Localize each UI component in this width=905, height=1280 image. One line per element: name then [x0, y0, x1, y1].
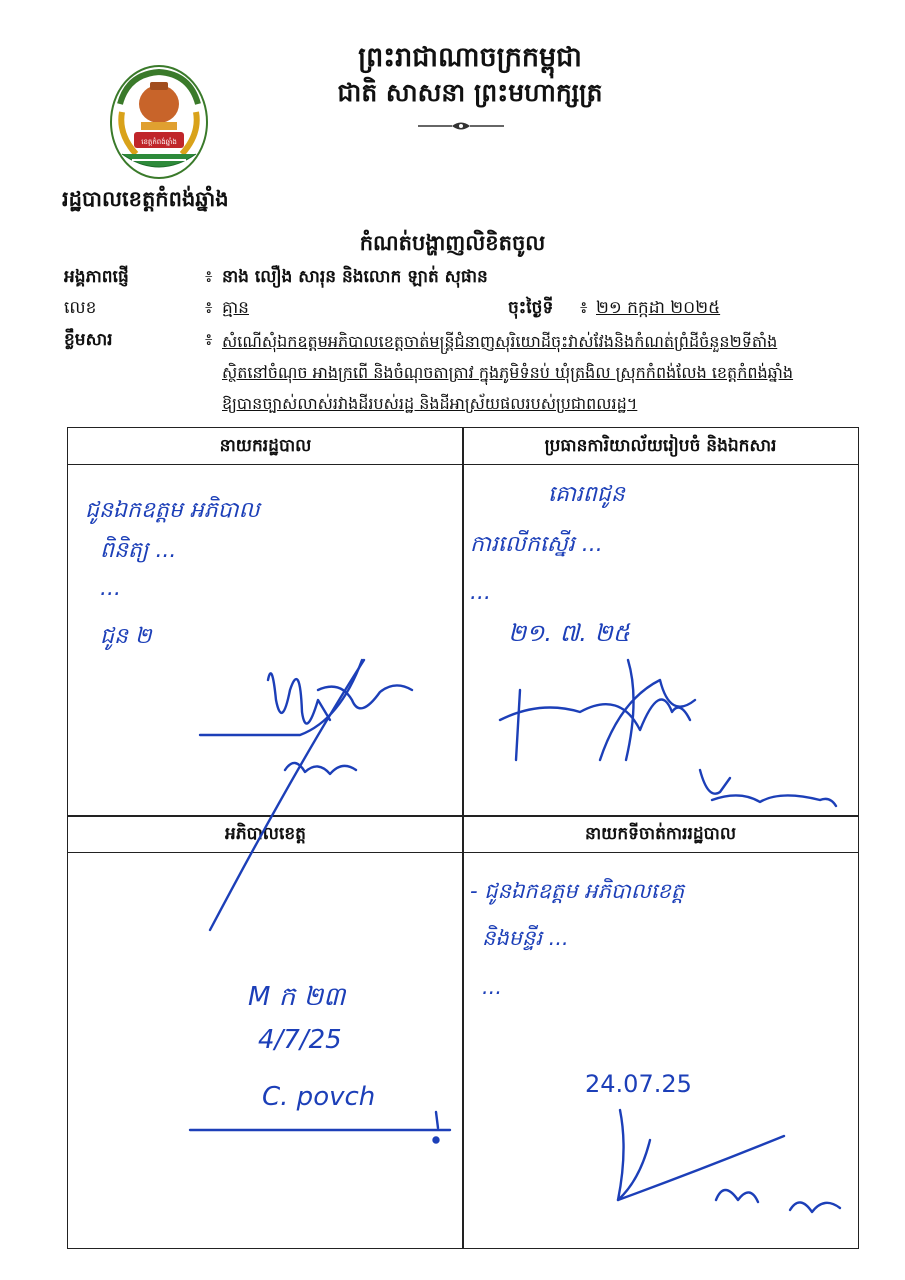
office-note-line: ... — [470, 580, 491, 605]
date-label: ចុះថ្ងៃទី — [508, 298, 554, 318]
governor-note-line: 4/7/25 — [258, 1025, 342, 1055]
subject-line: សំណើសុំឯកឧត្តមអភិបាលខេត្តចាត់មន្ត្រីជំនាញសុរិយោដីចុះវាស់វែងនិងកំណត់ព្រំដីចំនួន២ទីតាំង — [222, 332, 778, 351]
director-note-line: ជូន ២ — [100, 624, 152, 649]
number-value: គ្មាន — [222, 298, 249, 318]
governor-note-line: C. povch — [262, 1082, 376, 1112]
governor-heading: អភិបាលខេត្ត — [67, 815, 464, 853]
date-value: ២១ កក្កដា ២០២៥ — [596, 298, 721, 318]
admin-dept-heading: នាយកទីចាត់ការរដ្ឋបាល — [462, 815, 859, 853]
number-colon: ៖ — [205, 298, 213, 318]
divider-ornament-icon — [416, 118, 506, 132]
sender-label: អង្គភាពផ្ញើ — [64, 267, 129, 287]
date-colon: ៖ — [580, 298, 588, 318]
administration-name: រដ្ឋបាលខេត្តកំពង់ឆ្នាំង — [62, 187, 229, 211]
subject-colon: ៖ — [205, 330, 213, 350]
office-note-date: ២១. ៧. ២៥ — [508, 619, 630, 647]
director-heading: នាយករដ្ឋបាល — [67, 427, 464, 465]
logo-text: ខេត្តកំពង់ឆ្នាំង — [141, 138, 177, 146]
number-label: លេខ — [64, 298, 97, 318]
admin-note-line: - ជូនឯកឧត្តម អភិបាលខេត្ត — [470, 879, 685, 903]
admin-note-date: 24.07.25 — [585, 1070, 692, 1098]
office-note-line: ការលើកស្នើរ ... — [470, 532, 603, 557]
admin-note-line: ... — [482, 975, 503, 999]
office-heading: ប្រធានការិយាល័យរៀបចំ និងឯកសារ — [462, 427, 859, 465]
sender-colon: ៖ — [205, 267, 213, 287]
document-title: កំណត់បង្ហាញលិខិតចូល — [359, 231, 546, 255]
provincial-seal-logo — [108, 64, 210, 184]
subject-label: ខ្លឹមសារ — [64, 330, 113, 350]
admin-note-line: និងមន្ទីរ ... — [482, 926, 569, 950]
director-note-line: ពិនិត្យ ... — [100, 538, 177, 563]
director-note-line: ជូនឯកឧត្តម អភិបាល — [85, 498, 260, 523]
office-note-line: គោរពជូន — [548, 482, 625, 507]
kingdom-title: ព្រះរាជាណាចក្រកម្ពុជា — [358, 42, 582, 73]
sender-value: នាង លឿង សារុន និងលោក ឡាត់ សុផាន — [222, 267, 488, 287]
subject-text — [222, 326, 862, 419]
national-motto: ជាតិ សាសនា ព្រះមហាក្សត្រ — [337, 78, 603, 107]
subject-line: ស្ថិតនៅចំណុច អាងក្រពើ និងចំណុចតាត្រាវ ក្នុងភូមិទំនប់ ឃុំត្រងិល ស្រុកកំពង់លែង ខេត្តកំពង់ឆ្នាំង — [222, 363, 794, 382]
director-note-line: ... — [100, 576, 121, 601]
governor-note-line: M ក ២៣ — [248, 982, 346, 1012]
subject-line: ឱ្យបានច្បាស់លាស់រវាងដីរបស់រដ្ឋ និងដីអាស្រ័យផលរបស់ប្រជាពលរដ្ឋ។ — [222, 394, 638, 413]
